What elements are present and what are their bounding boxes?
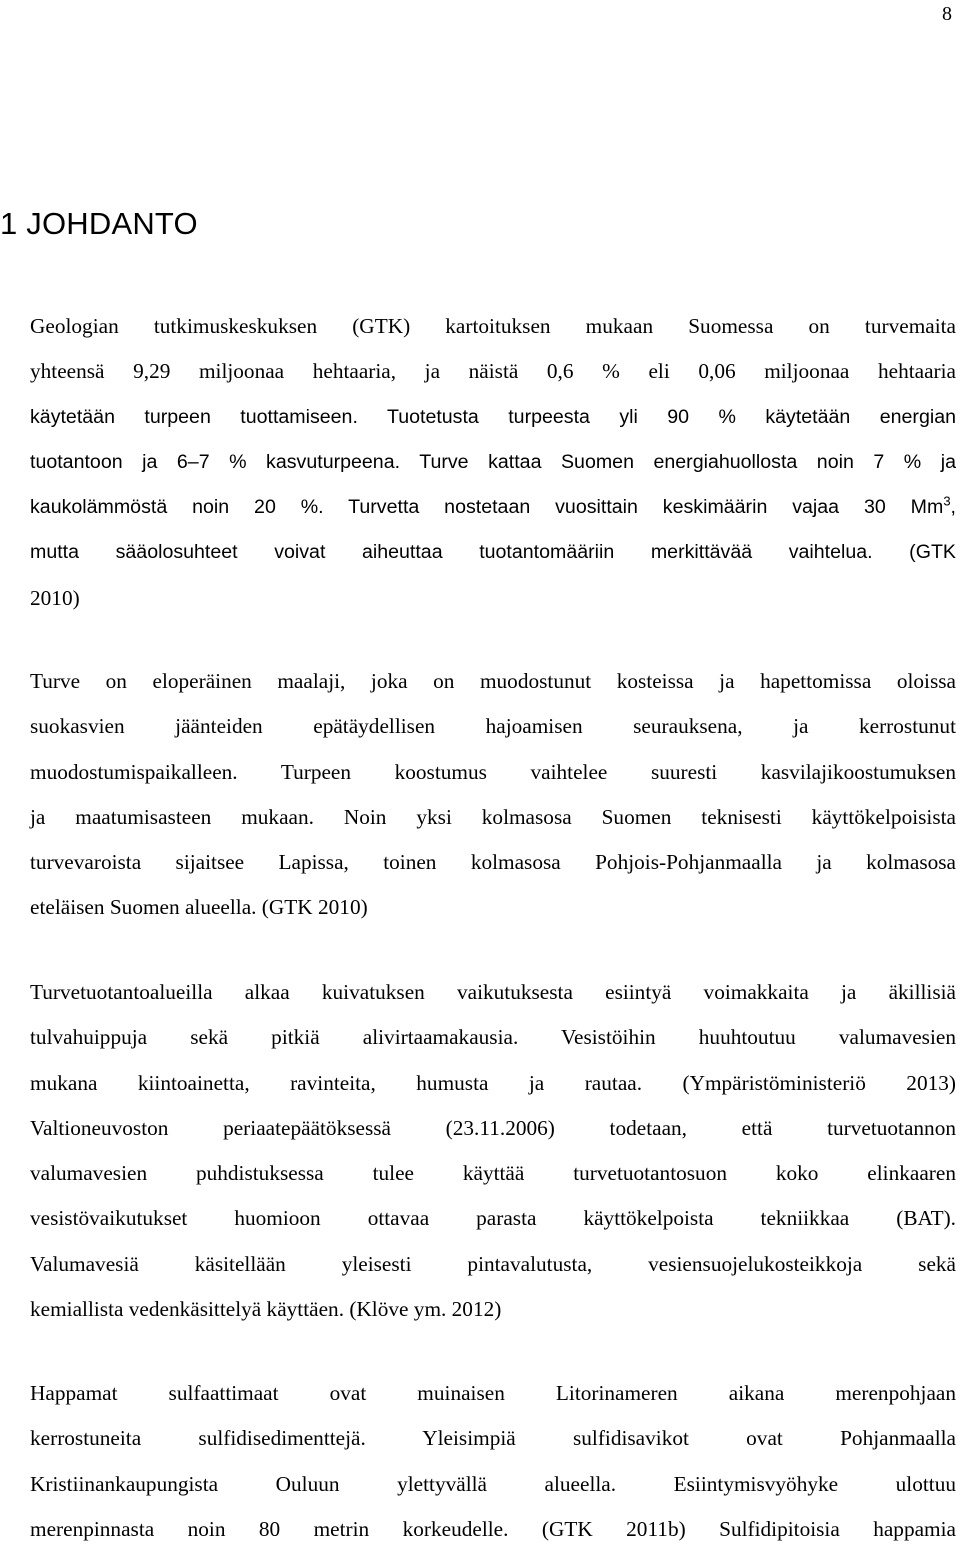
paragraph-line: Kristiinankaupungista Ouluun ylettyvällä alueella. Esiintymisvyöhyke ulottuu [30, 1471, 956, 1496]
paragraph-line: vesistövaikutukset huomioon ottavaa parasta käyttökelpoista tekniikkaa (BAT). [30, 1206, 956, 1231]
paragraph-line: tulvahuippuja sekä pitkiä alivirtaamakausia. Vesistöihin huuhtoutuu valumavesien [30, 1025, 956, 1050]
paragraph-line: merenpinnasta noin 80 metrin korkeudelle. (GTK 2011b) Sulfidipitoisia happamia [30, 1516, 956, 1541]
paragraph-line: muodostumispaikalleen. Turpeen koostumus vaihtelee suuresti kasvilajikoostumuksen [30, 759, 956, 784]
paragraph-1 [30, 304, 956, 621]
paragraph-line: turvevaroista sijaitsee Lapissa, toinen kolmasosa Pohjois-Pohjanmaalla ja kolmasosa [30, 850, 956, 875]
paragraph-line: 2010) [30, 585, 80, 610]
paragraph-line: Happamat sulfaattimaat ovat muinaisen Litorinameren aikana merenpohjaan [30, 1381, 956, 1405]
paragraph-line: valumavesien puhdistuksessa tulee käyttää turvetuotantosuon koko elinkaaren [30, 1161, 956, 1186]
paragraph-line: ja maatumisasteen mukaan. Noin yksi kolmasosa Suomen teknisesti käyttökelpoisista [30, 804, 956, 829]
paragraph-line: Geologian tutkimuskeskuksen (GTK) kartoituksen mukaan Suomessa on turvemaita [30, 314, 956, 338]
paragraph-line: kemiallista vedenkäsittelyä käyttäen. (Klöve ym. 2012) [30, 1297, 502, 1322]
paragraph-line: yhteensä 9,29 miljoonaa hehtaaria, ja näistä 0,6 % eli 0,06 miljoonaa hehtaaria [30, 359, 956, 384]
paragraph-3 [30, 970, 956, 1332]
superscript: 3 [943, 493, 951, 509]
paragraph-line: mutta sääolosuhteet voivat aiheuttaa tuotantomääriin merkittävää vaihtelua. (GTK [30, 541, 956, 564]
paragraph-line: Turve on eloperäinen maalaji, joka on muodostunut kosteissa ja hapettomissa oloissa [30, 669, 956, 693]
paragraph-line: tuotantoon ja 6–7 % kasvuturpeena. Turve kattaa Suomen energiahuollosta noin 7 % ja [30, 450, 956, 473]
line-tail: , [950, 496, 956, 519]
paragraph-line: Turvetuotantoalueilla alkaa kuivatuksen vaikutuksesta esiintyä voimakkaita ja äkillisiä [30, 980, 956, 1004]
paragraph-line: kerrostuneita sulfidisedimenttejä. Yleisimpiä sulfidisavikot ovat Pohjanmaalla [30, 1426, 956, 1451]
chapter-heading: 1 JOHDANTO [0, 206, 198, 241]
paragraph-4 [30, 1371, 956, 1552]
paragraph-line: mukana kiintoainetta, ravinteita, humusta ja rautaa. (Ympäristöministeriö 2013) [30, 1070, 956, 1095]
page-number: 8 [942, 3, 952, 25]
paragraph-line: Valumavesiä käsitellään yleisesti pintavalutusta, vesiensuojelukosteikkoja sekä [30, 1251, 956, 1276]
paragraph-line: eteläisen Suomen alueella. (GTK 2010) [30, 895, 368, 920]
paragraph-line [30, 485, 956, 530]
paragraph-line: käytetään turpeen tuottamiseen. Tuotetusta turpeesta yli 90 % käytetään energian [30, 405, 956, 428]
paragraph-line: Valtioneuvoston periaatepäätöksessä (23.11.2006) todetaan, että turvetuotannon [30, 1115, 956, 1140]
paragraph-2 [30, 659, 956, 931]
line-text: kaukolämmöstä noin 20 %. Turvetta nostetaan vuosittain keskimäärin vajaa 30 Mm [30, 496, 944, 519]
paragraph-line: suokasvien jäänteiden epätäydellisen hajoamisen seurauksena, ja kerrostunut [30, 714, 956, 739]
